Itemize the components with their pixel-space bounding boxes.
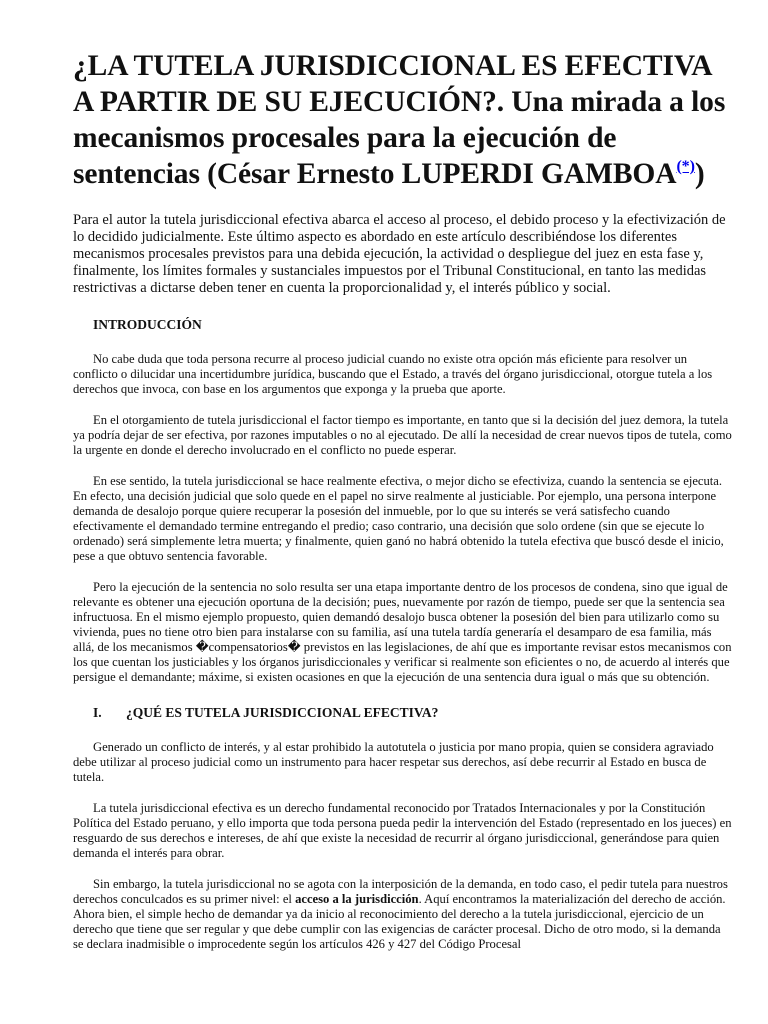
intro-paragraph: En ese sentido, la tutela jurisdiccional se hace realmente efectiva, o mejor dicho se efectiviza, cuando la sentencia se ejecuta. En efecto, una decisión judicial que solo quede en el papel no sirve realmente al justiciable. Por ejemplo, una persona interpone demanda de desalojo porque quiere recuperar la posesión del inmueble, por lo que su interés se verá satisfecho cuando efectivamente el demandado termine entregando el predio; caso contrario, una decisión que solo ordene (sin que se ejecute lo ordenado) será simplemente letra muerta; y finalmente, quien ganó no habrá obtenido la tutela efectiva que buscó desde el inicio, pese a que obtuvo sentencia favorable.	[73, 474, 724, 563]
footnote-link[interactable]: (*)	[676, 158, 695, 175]
section-title: ¿QUÉ ES TUTELA JURISDICCIONAL EFECTIVA?	[126, 705, 439, 720]
intro-paragraph: No cabe duda que toda persona recurre al proceso judicial cuando no existe otra opción más eficiente para resolver un conflicto o dilucidar una incertidumbre jurídica, buscando que el Estado, a través del órgano jurisdiccional, otorgue tutela a los derechos que invoca, con base en los argumentos que exponga y la prueba que aporte.	[73, 352, 713, 396]
title-text: ¿LA TUTELA JURISDICCIONAL ES EFECTIVA A PARTIR DE SU EJECUCIÓN?. Una mirada a los mecanismos procesales para la ejecución de sentencias (César Ernesto LUPERDI GAMBOA	[73, 50, 726, 190]
intro-heading: INTRODUCCIÓN	[93, 317, 202, 332]
abstract: Para el autor la tutela jurisdiccional efectiva abarca el acceso al proceso, el debido proceso y la efectivización de lo decidido judicialmente. Este último aspecto es abordado en este artículo describiéndose los diferentes mecanismos procesales previstos para una debida ejecución, la actividad o despliegue del juez en esta fase y, finalmente, los límites formales y sustanciales impuestos por el Tribunal Constitucional, en tanto las medidas restrictivas a dictarse deben tener en cuenta la proporcionalidad y, el interés público y social.	[73, 212, 726, 296]
intro-paragraph: En el otorgamiento de tutela jurisdiccional el factor tiempo es importante, en tanto que si la decisión del juez demora, la tutela ya podría dejar de ser efectiva, por razones imputables o no al ejecutado. De allí la necesidad de crear nuevos tipos de tutela, como la urgente en donde el derecho involucrado en el conflicto no puede esperar.	[73, 413, 732, 457]
section-number: I.	[93, 705, 102, 720]
paragraph-text: Sin embargo, la tutela jurisdiccional no se agota con la interposición de la demanda, en todo caso, el pedir tutela para nuestros derechos conculcados es su primer nivel: el	[73, 877, 728, 906]
section-paragraph	[73, 877, 733, 952]
section-paragraph: La tutela jurisdiccional efectiva es un derecho fundamental reconocido por Tratados Internacionales y por la Constitución Política del Estado peruano, y ello importa que toda persona pueda pedir la intervención del Estado (representado en los jueces) en resguardo de sus derechos e intereses, de ahí que existe la necesidad de recurrir al órgano jurisdiccional, generándose para quien demanda el interés para obrar.	[73, 801, 732, 860]
section-paragraph: Generado un conflicto de interés, y al estar prohibido la autotutela o justicia por mano propia, quien se considera agraviado debe utilizar al proceso judicial como un instrumento para hacer respetar sus derechos, así debe recurrir al Estado en busca de tutela.	[73, 740, 714, 784]
emphasis-text: acceso a la jurisdicción	[295, 892, 419, 906]
paragraph-text: . Aquí encontramos la materialización del derecho de acción. Ahora bien, el simple hecho de demandar ya da inicio al reconocimiento del derecho a la tutela jurisdiccional, ejercicio de un derecho que tiene que ser regular y que debe cumplir con las exigencias de carácter procesal. Dicho de otro modo, si la demanda se declara inadmisible o improcedente según los artículos 426 y 427 del Código Procesal	[73, 892, 726, 951]
document-page	[73, 48, 733, 952]
intro-paragraph: Pero la ejecución de la sentencia no solo resulta ser una etapa importante dentro de los procesos de condena, sino que igual de relevante es obtener una ejecución oportuna de la decisión; pues, nuevamente por razón de tiempo, puede ser que la sentencia sea infructuosa. En el mismo ejemplo propuesto, quien demandó desalojo busca obtener la posesión del bien para utilizarlo como su vivienda, pues no tiene otro bien para instalarse con su familia, así una tutela tardía generaría el desamparo de esa familia, más allá, de los mecanismos �compensatorios� previstos en las legislaciones, de ahí que es importante revisar estos mecanismos con los que cuentan los justiciables y los órganos jurisdiccionales y verificar si realmente son eficientes o no, de acuerdo al interés que persigue el demandante; máxime, si existen ocasiones en que la ejecución de una sentencia dura igual o más que su obtención.	[73, 580, 732, 684]
section-heading	[93, 705, 733, 721]
article-title	[73, 48, 733, 192]
title-closing: )	[694, 158, 705, 190]
